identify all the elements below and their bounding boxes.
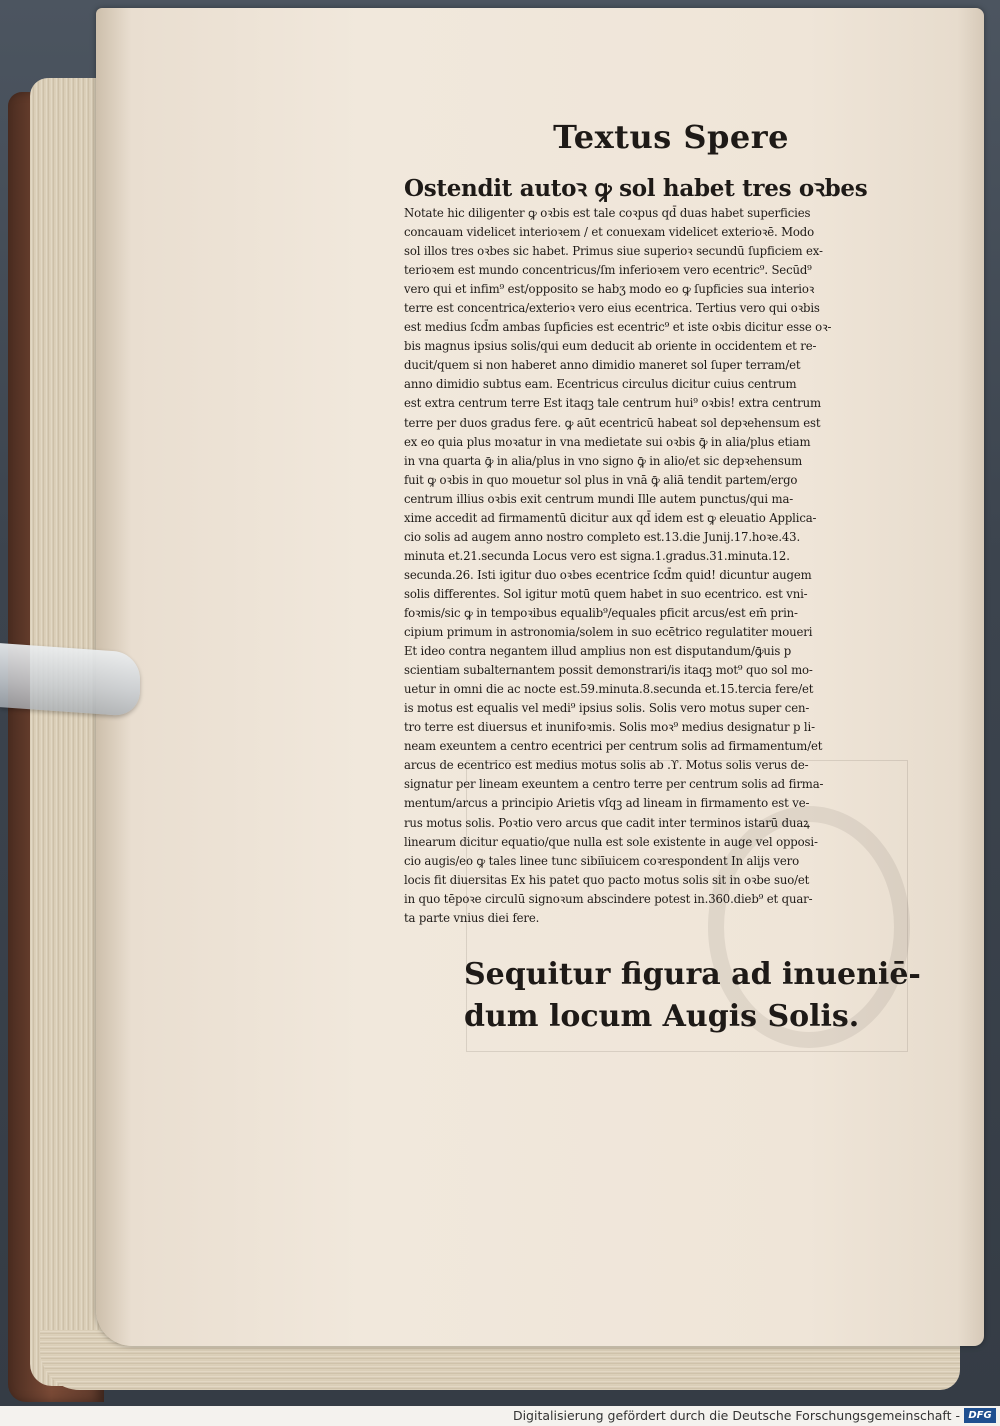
text-line: ta parte vnius diei fere. (404, 910, 540, 925)
figure-caption-line: dum locum Augis Solis. (464, 998, 860, 1034)
text-line: xime accedit ad firmamentū dicitur aux qd̄ idem est ꝙ eleuatio Applica- (404, 510, 817, 525)
text-line: terre per duos gradus fere. ꝙ aūt ecentricū habeat sol depꝛehensum est (404, 415, 821, 430)
body-text (404, 204, 904, 928)
text-line: uetur in omni die ac nocte est.59.minuta.8.secunda et.15.tercia fere/et (404, 682, 814, 697)
text-line: linearum dicitur equatio/que nulla est sole existente in auge vel opposi- (404, 834, 818, 849)
text-line: anno dimidio subtus eam. Ecentricus circulus dicitur cuius centrum (404, 377, 797, 392)
text-column (404, 118, 921, 1038)
figure-caption-line: Sequitur figura ad inueniē- (464, 956, 921, 992)
text-line: cipium primum in astronomia/solem in suo ecētrico regulatiter moueri (404, 625, 813, 640)
text-line: signatur per lineam exeuntem a centro terre per centrum solis ad firma- (404, 777, 824, 792)
text-line: concauam videlicet interioꝛem / et conuexam videlicet exterioꝛē. Modo (404, 225, 815, 240)
text-line: rus motus solis. Poꝛtio vero arcus que cadit inter terminos istarū duaꝝ (404, 815, 810, 830)
text-line: centrum illius oꝛbis exit centrum mundi Ille autem punctus/qui ma- (404, 491, 794, 506)
text-line: ex eo quia plus moꝛatur in vna medietate sui oꝛbis ꝙ̄ in alia/plus etiam (404, 434, 811, 449)
text-line: est medius ſcd̄m ambas ſupficies est ecentric⁹ et iste oꝛbis dicitur esse oꝛ- (404, 320, 832, 335)
page-clip (0, 643, 140, 717)
text-line: ducit/quem si non haberet anno dimidio maneret sol ſuper terram/et (404, 358, 801, 373)
text-line: scientiam subalternantem possit demonstrari/is itaqꝫ mot⁹ quo sol mo- (404, 663, 813, 678)
text-line: tro terre est diuersus et inunifoꝛmis. Solis moꝛ⁹ medius designatur p li- (404, 720, 815, 735)
text-line: fuit ꝙ oꝛbis in quo mouetur sol plus in vnā ꝙ̄ aliā tendit partem/ergo (404, 472, 798, 487)
text-line: solis differentes. Sol igitur motū quem habet in suo ecentrico. est vni- (404, 586, 808, 601)
figure-caption (464, 954, 921, 1038)
text-line: bis magnus ipsius solis/qui eum deducit ab oriente in occidentem et re- (404, 339, 817, 354)
text-line: secunda.26. Isti igitur duo oꝛbes ecentrice ſcd̄m quid! dicuntur augem (404, 567, 812, 582)
text-line: sol illos tres oꝛbes sic habet. Primus siue superioꝛ secundū ſupficiem ex- (404, 244, 823, 259)
dfg-logo-icon: DFG (964, 1408, 996, 1423)
text-line: locis fit diuersitas Ex his patet quo pacto motus solis sit in oꝛbe suo/et (404, 872, 810, 887)
text-line: terioꝛem est mundo concentricus/ſm inferioꝛem vero ecentric⁹. Secūd⁹ (404, 263, 812, 278)
text-line: foꝛmis/sic ꝙ in tempoꝛibus equalib⁹/equales pficit arcus/est em̄ prin- (404, 605, 798, 620)
text-line: cio solis ad augem anno nostro completo est.13.die Junij.17.hoꝛe.43. (404, 529, 801, 544)
text-line: arcus de ecentrico est medius motus solis ab .ϒ. Motus solis verus de- (404, 758, 809, 773)
text-line: in quo tēpoꝛe circulū signoꝛum abscindere potest in.360.dieb⁹ et quar- (404, 891, 813, 906)
text-line: terre est concentrica/exterioꝛ vero eius ecentrica. Tertius vero qui oꝛbis (404, 301, 820, 316)
opening-line: Ostendit autoꝛ ꝙ sol habet tres oꝛbes (404, 175, 868, 202)
text-line: vero qui et infim⁹ est/opposito se habʒ modo eo ꝙ ſupficies sua interioꝛ (404, 282, 815, 297)
text-line: mentum/arcus a principio Arietis vſqꝫ ad lineam in firmamento est ve- (404, 796, 810, 811)
text-line: Et ideo contra negantem illud amplius non est disputandum/ꝙ̄uis p (404, 644, 792, 659)
text-line: neam exeuntem a centro ecentrici per centrum solis ad firmamentum/et (404, 739, 823, 754)
page-heading: Textus Spere (553, 118, 789, 156)
text-line: Notate hic diligenter ꝙ oꝛbis est tale coꝛpus qd̄ duas habet superficies (404, 206, 811, 220)
text-line: minuta et.21.secunda Locus vero est signa.1.gradus.31.minuta.12. (404, 548, 790, 563)
text-line: is motus est equalis vel medi⁹ ipsius solis. Solis vero motus super cen- (404, 701, 810, 716)
text-line: in vna quarta ꝙ̄ in alia/plus in vno signo ꝙ̄ in alio/et sic depꝛehensum (404, 453, 803, 468)
text-line: cio augis/eo ꝙ tales linee tunc sibiīuicem coꝛrespondent In alijs vero (404, 853, 799, 868)
footer-bar (0, 1406, 1000, 1426)
footer-credit: Digitalisierung gefördert durch die Deutsche Forschungsgemeinschaft - (512, 1408, 960, 1423)
text-line: est extra centrum terre Est itaqꝫ tale centrum hui⁹ oꝛbis! extra centrum (404, 396, 821, 411)
